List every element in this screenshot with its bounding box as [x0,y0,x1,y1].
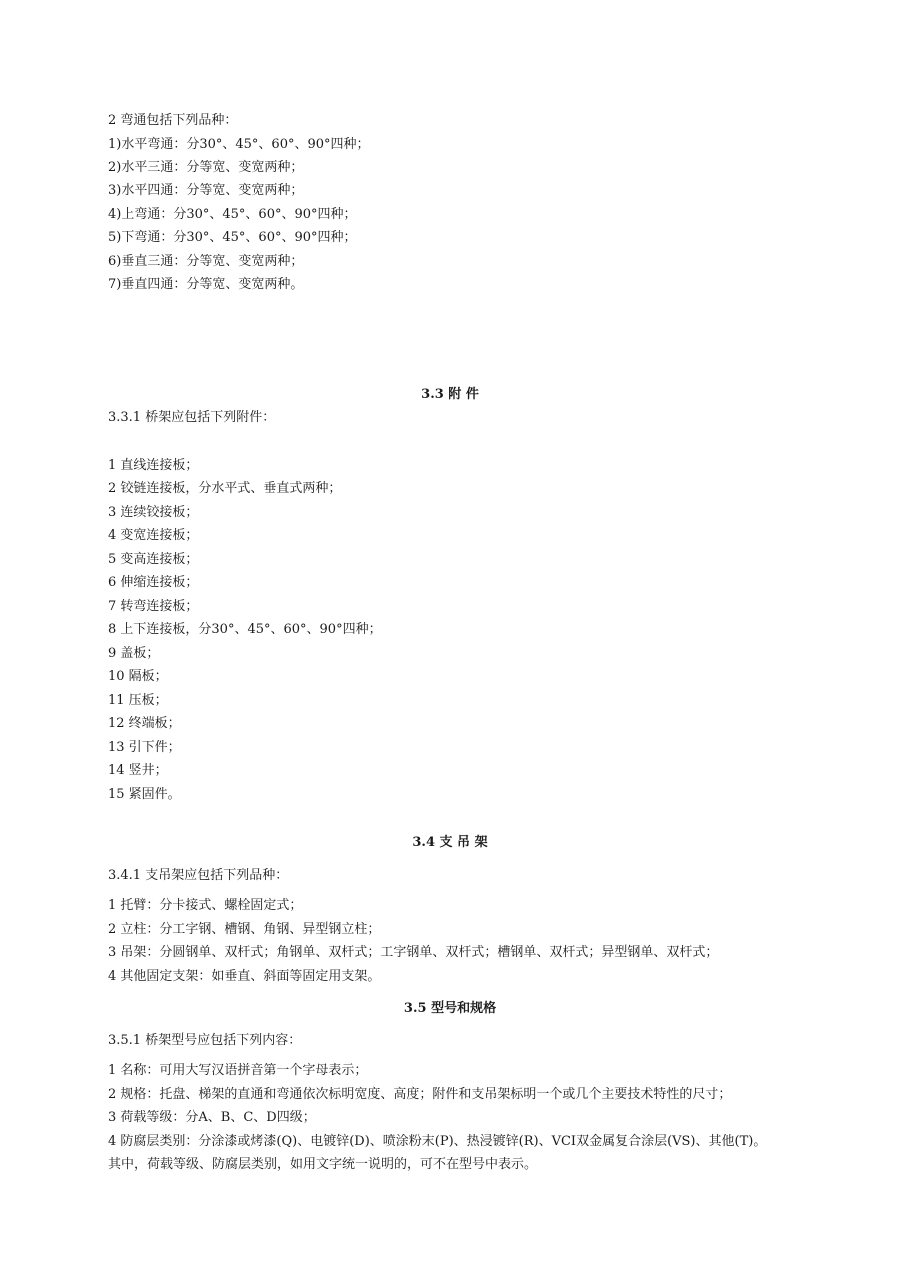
section-3-5-note: 其中，荷载等级、防腐层类别，如用文字统一说明的，可不在型号中表示。 [108,1157,538,1172]
accessory-item: 10 隔板； [108,669,168,684]
model-item: 3 荷载等级：分A、B、C、D四级； [108,1110,316,1125]
accessory-item: 6 伸缩连接板； [108,575,199,590]
accessory-item: 3 连续铰接板； [108,505,199,520]
model-item: 2 规格：托盘、梯架的直通和弯通依次标明宽度、高度；附件和支吊架标明一个或几个主要技术特性的尺寸； [108,1087,732,1102]
bends-item: 5)下弯通：分30°、45°、60°、90°四种； [108,230,357,245]
accessory-item: 5 变高连接板； [108,552,199,567]
accessory-item: 9 盖板； [108,646,160,661]
bends-item: 3)水平四通：分等宽、变宽两种； [108,183,304,198]
bends-item: 2)水平三通：分等宽、变宽两种； [108,160,304,175]
section-3-5-heading: 3.5 型号和规格 [403,1001,497,1016]
accessory-item: 12 终端板； [108,716,181,731]
section-3-4-heading: 3.4 支 吊 架 [412,835,488,850]
bends-item: 7)垂直四通：分等宽、变宽两种。 [108,277,304,292]
accessory-item: 14 竖井； [108,763,168,778]
bends-intro: 2 弯通包括下列品种： [108,113,238,128]
section-3-5-clause: 3.5.1 桥架型号应包括下列内容： [108,1033,302,1048]
section-3-3-heading: 3.3 附 件 [421,387,479,402]
bends-item: 4)上弯通：分30°、45°、60°、90°四种； [108,207,357,222]
section-3-3-clause: 3.3.1 桥架应包括下列附件： [108,410,276,425]
support-item: 2 立柱：分工字钢、槽钢、角钢、异型钢立柱； [108,922,381,937]
bends-item: 6)垂直三通：分等宽、变宽两种； [108,254,304,269]
model-item: 1 名称：可用大写汉语拼音第一个字母表示； [108,1063,368,1078]
accessory-item: 2 铰链连接板，分水平式、垂直式两种； [108,481,342,496]
accessory-item: 4 变宽连接板； [108,528,199,543]
section-3-4-clause: 3.4.1 支吊架应包括下列品种： [108,868,289,883]
accessory-item: 8 上下连接板，分30°、45°、60°、90°四种； [108,622,382,637]
accessory-item: 15 紧固件。 [108,787,181,802]
support-item: 3 吊架：分圆钢单、双杆式；角钢单、双杆式；工字钢单、双杆式；槽钢单、双杆式；异型钢单、双杆式； [108,945,719,960]
model-item: 4 防腐层类别：分涂漆或烤漆(Q)、电镀锌(D)、喷涂粉末(P)、热浸镀锌(R)、VCI双金属复合涂层(VS)、其他(T)。 [108,1134,767,1149]
accessory-item: 7 转弯连接板； [108,599,199,614]
accessory-item: 1 直线连接板； [108,458,199,473]
accessory-item: 13 引下件； [108,740,181,755]
accessory-item: 11 压板； [108,693,168,708]
support-item: 4 其他固定支架：如垂直、斜面等固定用支架。 [108,969,381,984]
support-item: 1 托臂：分卡接式、螺栓固定式； [108,898,303,913]
bends-item: 1)水平弯通：分30°、45°、60°、90°四种； [108,137,370,152]
